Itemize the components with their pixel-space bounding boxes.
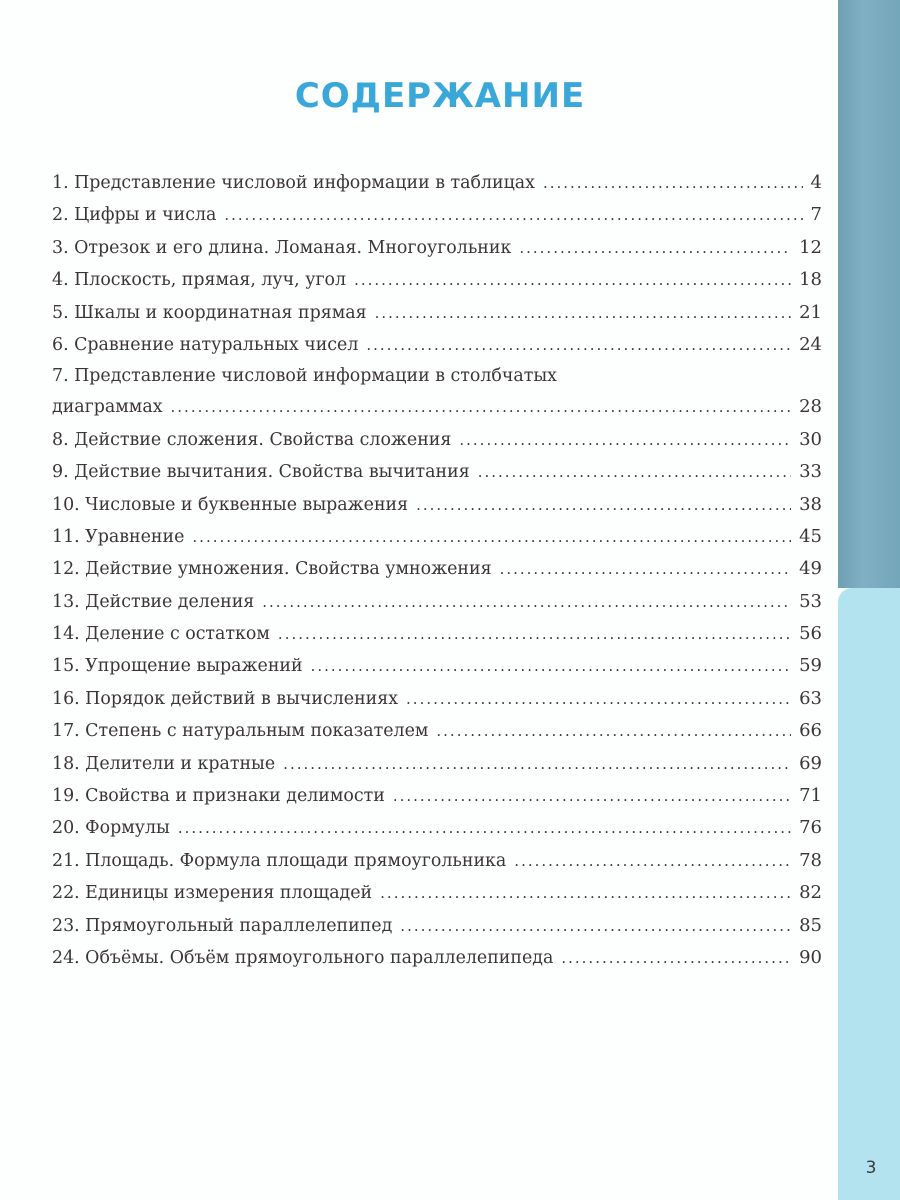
toc-entry[interactable]: [52, 302, 822, 334]
toc-entry[interactable]: [52, 429, 822, 461]
toc-entry-continuation[interactable]: [52, 396, 822, 428]
edge-stripe-light: [838, 588, 900, 1200]
toc-entry-label: 21. Площадь. Формула площади прямоугольника: [52, 850, 507, 871]
toc-entry-page: 71: [799, 785, 822, 807]
leader-dots: [262, 593, 791, 611]
leader-dots: [543, 174, 803, 192]
toc-entry-page: 59: [799, 655, 822, 677]
toc-entry-page: 49: [799, 558, 822, 580]
table-of-contents: [52, 172, 822, 979]
toc-entry-label: 11. Уравнение: [52, 526, 185, 547]
toc-entry-label: 14. Деление с остатком: [52, 624, 270, 645]
toc-entry-label: 15. Упрощение выражений: [52, 656, 303, 677]
leader-dots: [416, 496, 791, 514]
toc-entry-page: 45: [799, 525, 822, 547]
leader-dots: [500, 560, 792, 578]
toc-entry[interactable]: [52, 526, 822, 558]
toc-entry[interactable]: [52, 172, 822, 204]
toc-entry[interactable]: [52, 204, 822, 236]
toc-entry-label: 2. Цифры и числа: [52, 205, 217, 226]
toc-entry[interactable]: [52, 753, 822, 785]
leader-dots: [478, 463, 791, 481]
toc-entry-label: 6. Сравнение натуральных чисел: [52, 334, 359, 355]
toc-entry-label: 19. Свойства и признаки делимости: [52, 786, 385, 807]
toc-entry-label: 17. Степень с натуральным показателем: [52, 721, 429, 742]
toc-entry-label-continuation: диаграммах: [52, 397, 163, 418]
toc-entry[interactable]: [52, 334, 822, 366]
toc-entry-page: 63: [799, 687, 822, 709]
toc-entry-label: 7. Представление числовой информации в столбчатых: [52, 366, 557, 387]
toc-entry-page: 53: [799, 590, 822, 612]
toc-entry-label: 23. Прямоугольный параллелепипед: [52, 915, 393, 936]
toc-entry-label: 20. Формулы: [52, 818, 170, 839]
toc-entry-page: 33: [799, 461, 822, 483]
toc-entry-label: 9. Действие вычитания. Свойства вычитания: [52, 462, 470, 483]
leader-dots: [224, 206, 802, 224]
toc-entry-label: 22. Единицы измерения площадей: [52, 883, 373, 904]
page-title: СОДЕРЖАНИЕ: [294, 76, 586, 116]
leader-dots: [178, 819, 791, 837]
toc-entry-page: 82: [799, 882, 822, 904]
toc-entry-page: 78: [799, 849, 822, 871]
leader-dots: [400, 917, 791, 935]
toc-entry[interactable]: [52, 558, 822, 590]
toc-entry[interactable]: [52, 850, 822, 882]
toc-entry-page: 7: [810, 204, 822, 226]
leader-dots: [354, 271, 791, 289]
toc-entry[interactable]: [52, 623, 822, 655]
toc-entry-label: 24. Объёмы. Объём прямоугольного параллелепипеда: [52, 947, 554, 968]
toc-entry-page: 69: [799, 752, 822, 774]
toc-entry-label: 13. Действие деления: [52, 591, 255, 612]
leader-dots: [278, 625, 791, 643]
toc-entry-label: 16. Порядок действий в вычислениях: [52, 688, 399, 709]
toc-entry[interactable]: [52, 882, 822, 914]
toc-entry-label: 8. Действие сложения. Свойства сложения: [52, 429, 452, 450]
leader-dots: [436, 722, 791, 740]
leader-dots: [393, 787, 791, 805]
toc-entry-page: 38: [799, 493, 822, 515]
toc-entry[interactable]: [52, 947, 822, 979]
toc-entry[interactable]: [52, 494, 822, 526]
leader-dots: [311, 657, 791, 675]
toc-entry[interactable]: [52, 655, 822, 687]
toc-entry-page: 66: [799, 720, 822, 742]
toc-entry-page: 4: [810, 172, 822, 193]
toc-entry[interactable]: [52, 720, 822, 752]
leader-dots: [519, 239, 791, 257]
toc-entry-label: 3. Отрезок и его длина. Ломаная. Многоугольник: [52, 237, 512, 258]
toc-entry-label: 10. Числовые и буквенные выражения: [52, 494, 409, 515]
toc-entry-page: 18: [799, 269, 822, 291]
toc-entry-label: 5. Шкалы и координатная прямая: [52, 302, 367, 323]
toc-entry[interactable]: [52, 461, 822, 493]
toc-entry-page: 90: [799, 946, 822, 968]
toc-entry-page: 21: [799, 301, 822, 323]
toc-entry-page: 85: [799, 914, 822, 936]
toc-entry-label: 18. Делители и кратные: [52, 753, 276, 774]
toc-entry-label: 12. Действие умножения. Свойства умножения: [52, 559, 492, 580]
toc-entry-page: 28: [799, 396, 822, 418]
leader-dots: [283, 755, 791, 773]
toc-entry[interactable]: [52, 817, 822, 849]
leader-dots: [171, 398, 792, 416]
toc-entry[interactable]: [52, 915, 822, 947]
leader-dots: [561, 949, 791, 967]
leader-dots: [192, 528, 791, 546]
toc-entry[interactable]: [52, 591, 822, 623]
leader-dots: [514, 852, 791, 870]
toc-entry[interactable]: [52, 237, 822, 269]
toc-entry-page: 30: [799, 428, 822, 450]
leader-dots: [366, 336, 791, 354]
toc-entry-page: 76: [799, 817, 822, 839]
leader-dots: [406, 690, 791, 708]
leader-dots: [380, 884, 791, 902]
toc-entry-page: 12: [799, 236, 822, 258]
toc-entry[interactable]: [52, 785, 822, 817]
toc-entry-page: 56: [799, 623, 822, 645]
toc-entry-page: 24: [799, 333, 822, 355]
page-number: 3: [865, 1158, 877, 1178]
leader-dots: [375, 304, 792, 322]
toc-entry[interactable]: [52, 688, 822, 720]
toc-entry[interactable]: [52, 269, 822, 301]
leader-dots: [459, 431, 791, 449]
toc-entry-label: 4. Плоскость, прямая, луч, угол: [52, 270, 347, 291]
toc-entry-label: 1. Представление числовой информации в таблицах: [52, 173, 535, 193]
toc-entry[interactable]: [52, 366, 822, 396]
